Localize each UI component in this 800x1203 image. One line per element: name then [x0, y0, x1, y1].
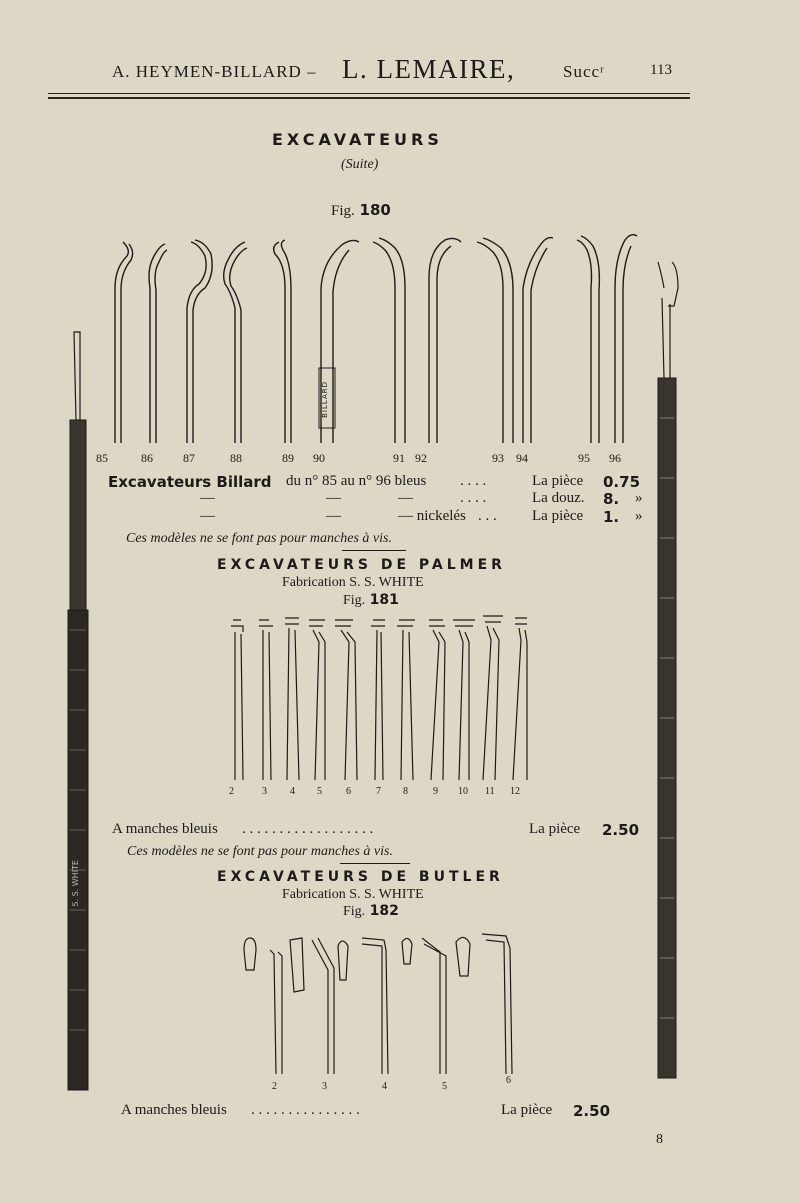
price-line-billard-3	[108, 508, 648, 528]
fig-182-labels	[272, 1075, 532, 1097]
palmer-instrument-5	[309, 620, 325, 780]
section2-title: EXCAVATEURS DE PALMER	[217, 557, 506, 573]
unit-label: La pièce	[532, 508, 584, 524]
ditto-mark: —	[326, 490, 341, 506]
unit-label: La pièce	[532, 473, 584, 489]
instrument-95	[577, 236, 599, 443]
price-value: 2.50	[602, 821, 640, 839]
section1-subtitle: (Suite)	[341, 157, 379, 172]
instrument-89	[274, 240, 291, 443]
price-line-butler	[121, 1102, 621, 1122]
instrument-93	[477, 238, 513, 443]
product-description: du n° 85 au n° 96 bleus	[286, 473, 427, 489]
instrument-label-88: 88	[230, 451, 242, 465]
palmer-instrument-2	[231, 620, 243, 780]
ditto-mark: —	[200, 508, 215, 524]
palmer-instrument-12	[513, 618, 527, 780]
unit-label: La pièce	[501, 1102, 553, 1118]
section2-subtitle: Fabrication S. S. WHITE	[282, 575, 424, 590]
instrument-label-91: 91	[393, 451, 405, 465]
instrument-91	[373, 238, 405, 443]
header-successor: Succʳ	[563, 62, 605, 81]
right-handle-illustration	[650, 258, 684, 1092]
butler-instrument-4	[338, 938, 388, 1074]
butler-label-4: 4	[382, 1081, 387, 1092]
fig-182-illustration	[238, 930, 518, 1078]
butler-instrument-5	[402, 938, 446, 1074]
fig-label: Fig.	[343, 593, 366, 608]
instrument-label-85: 85	[96, 451, 108, 465]
left-handle-text: S. S. WHITE	[71, 860, 80, 907]
palmer-instrument-11	[483, 616, 503, 780]
fig-181-caption	[343, 592, 399, 609]
butler-instrument-2	[244, 938, 282, 1074]
price-line-palmer	[112, 821, 647, 841]
instrument-85	[115, 242, 133, 443]
palmer-label-7: 7	[376, 786, 381, 797]
price-value: 1.	[603, 508, 620, 526]
palmer-label-2: 2	[229, 786, 234, 797]
header-rule-bottom	[48, 97, 690, 99]
leader-dots: . . . .	[460, 490, 487, 506]
palmer-instrument-8	[397, 620, 415, 780]
signature-mark: 8	[656, 1132, 663, 1147]
ditto-nickeles: — nickelés	[398, 508, 466, 524]
butler-instrument-6	[456, 934, 512, 1074]
instrument-label-96: 96	[609, 451, 621, 465]
palmer-label-5: 5	[317, 786, 322, 797]
palmer-label-6: 6	[346, 786, 351, 797]
price-value: 8.	[603, 490, 620, 508]
instrument-label-86: 86	[141, 451, 153, 465]
butler-label-3: 3	[322, 1081, 327, 1092]
palmer-label-10: 10	[458, 786, 468, 797]
section1-note: Ces modèles ne se font pas pour manches à vis.	[126, 531, 392, 546]
instrument-94	[523, 238, 553, 443]
instrument-96	[615, 235, 637, 443]
section3-title: EXCAVATEURS DE BUTLER	[217, 869, 504, 885]
fig-label: Fig.	[343, 904, 366, 919]
butler-instrument-3	[290, 938, 334, 1074]
short-divider	[340, 863, 410, 864]
header-brand: L. LEMAIRE,	[342, 54, 516, 84]
unit-label: La douz.	[532, 490, 585, 506]
butler-label-5: 5	[442, 1081, 447, 1092]
instrument-label-95: 95	[578, 451, 590, 465]
palmer-label-12: 12	[510, 786, 520, 797]
fig-180-caption	[331, 201, 391, 220]
unit-label: La pièce	[529, 821, 581, 837]
palmer-label-4: 4	[290, 786, 295, 797]
fig-number: 180	[359, 201, 391, 219]
instrument-label-93: 93	[492, 451, 504, 465]
header-rule-top	[48, 93, 690, 94]
palmer-label-9: 9	[433, 786, 438, 797]
instrument-label-92: 92	[415, 451, 427, 465]
ditto-mark: —	[398, 490, 413, 506]
fig-number: 182	[369, 903, 399, 919]
butler-label-6: 6	[506, 1075, 511, 1086]
instrument-92	[429, 238, 461, 443]
page-number: 113	[650, 62, 672, 78]
leader-dots: . . . . . . . . . . . . . . . . . .	[242, 821, 374, 837]
fig-181-labels	[229, 786, 529, 802]
fig-number: 181	[369, 592, 399, 608]
instrument-87	[187, 240, 212, 443]
fig-180-illustration	[95, 228, 655, 450]
palmer-instrument-10	[453, 620, 475, 780]
header-left-text: A. HEYMEN-BILLARD –	[112, 62, 317, 81]
fig-181-illustration	[225, 612, 535, 784]
palmer-instrument-4	[285, 618, 299, 780]
left-handle-illustration	[62, 330, 92, 1104]
palmer-instrument-6	[335, 620, 357, 780]
palmer-instrument-9	[429, 620, 445, 780]
fig-label: Fig.	[331, 203, 355, 219]
product-description: A manches bleuis	[112, 821, 218, 837]
ditto-mark: —	[326, 508, 341, 524]
palmer-label-11: 11	[485, 786, 495, 797]
price-suffix: »	[635, 508, 643, 524]
instrument-86	[149, 244, 167, 443]
instrument-label-89: 89	[282, 451, 294, 465]
section3-subtitle: Fabrication S. S. WHITE	[282, 887, 424, 902]
ditto-mark: —	[200, 490, 215, 506]
price-suffix: »	[635, 490, 643, 506]
palmer-instrument-3	[259, 620, 273, 780]
leader-dots: . . . .	[460, 473, 487, 489]
engraved-billard-text: BILLARD	[321, 381, 329, 418]
product-description: A manches bleuis	[121, 1102, 227, 1118]
palmer-label-8: 8	[403, 786, 408, 797]
section2-note: Ces modèles ne se font pas pour manches à vis.	[127, 844, 393, 859]
price-line-billard-2	[108, 490, 648, 510]
palmer-instrument-7	[371, 620, 385, 780]
section1-title: EXCAVATEURS	[272, 130, 443, 149]
price-value: 0.75	[603, 473, 641, 491]
instrument-label-87: 87	[183, 451, 195, 465]
price-value: 2.50	[573, 1102, 611, 1120]
instrument-label-94: 94	[516, 451, 528, 465]
butler-label-2: 2	[272, 1081, 277, 1092]
instrument-88	[224, 242, 247, 443]
instrument-label-90: 90	[313, 451, 325, 465]
leader-dots: . . .	[478, 508, 497, 524]
product-name: Excavateurs Billard	[108, 473, 272, 491]
palmer-label-3: 3	[262, 786, 267, 797]
fig-182-caption	[343, 903, 399, 920]
leader-dots: . . . . . . . . . . . . . . .	[251, 1102, 360, 1118]
short-divider	[342, 550, 406, 551]
